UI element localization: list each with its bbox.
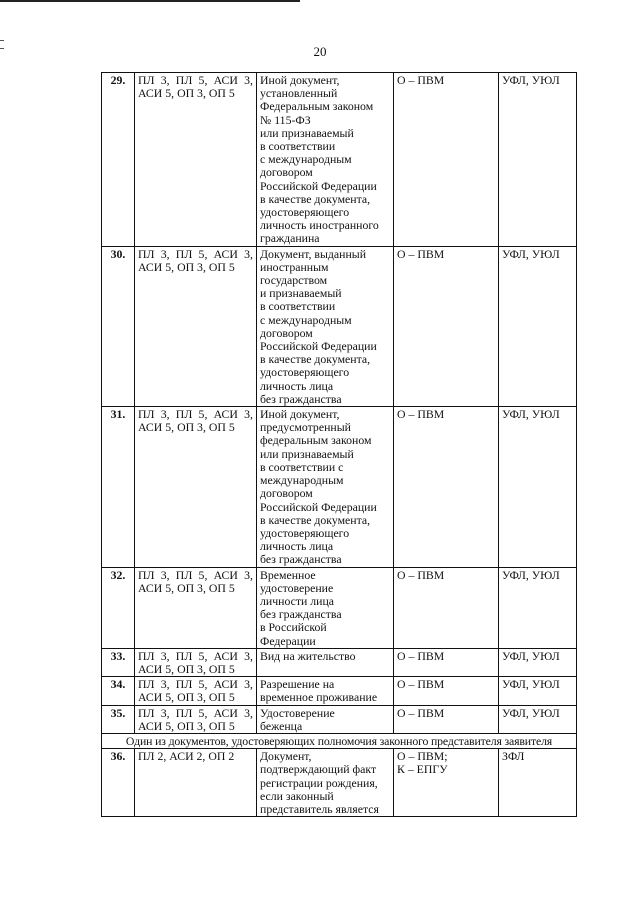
row-document (257, 407, 394, 567)
document-line: международным (260, 473, 344, 488)
row-document (257, 567, 394, 648)
row-source: О – ПВМ (394, 648, 499, 676)
document-line: Российской Федерации (260, 178, 377, 193)
document-line: и признаваемый (260, 286, 342, 301)
document-line: федеральным законом (260, 433, 372, 448)
table-row (102, 407, 577, 567)
page-number: 20 (313, 44, 327, 59)
document-line: удостоверяющего (260, 365, 350, 380)
document-line: № 115-ФЗ (260, 112, 311, 127)
row-number: 35. (102, 705, 135, 733)
document-line: удостоверение (260, 580, 334, 595)
row-applicant: УФЛ, УЮЛ (499, 73, 577, 247)
row-document (257, 677, 394, 705)
document-line: с международным (260, 312, 352, 327)
row-codes: ПЛ 3, ПЛ 5, АСИ 3, АСИ 5, ОП 3, ОП 5 (135, 246, 257, 406)
document-line: подтверждающий факт (260, 762, 377, 777)
row-source (394, 749, 499, 817)
row-codes: ПЛ 3, ПЛ 5, АСИ 3, АСИ 5, ОП 3, ОП 5 (135, 648, 257, 676)
document-line: личность иностранного (260, 218, 379, 233)
document-line: личности лица (260, 593, 335, 608)
margin-mark (0, 40, 4, 41)
document-line: временное проживание (260, 690, 378, 705)
document-line: или признаваемый (260, 125, 354, 140)
document-line: Вид на жительство (260, 648, 356, 663)
row-codes: ПЛ 3, ПЛ 5, АСИ 3, АСИ 5, ОП 3, ОП 5 (135, 407, 257, 567)
section-row (102, 733, 577, 748)
row-document (257, 73, 394, 247)
row-number: 33. (102, 648, 135, 676)
row-applicant: УФЛ, УЮЛ (499, 705, 577, 733)
table-row-36 (102, 749, 577, 817)
document-line: государством (260, 273, 328, 288)
document-line: Документ, (260, 750, 312, 764)
row-number: 31. (102, 407, 135, 567)
row-number: 36. (102, 749, 135, 817)
row-codes: ПЛ 2, АСИ 2, ОП 2 (135, 749, 257, 817)
document-line: договором (260, 165, 313, 180)
document-line: Иной документ, (260, 407, 340, 422)
row-codes: ПЛ 3, ПЛ 5, АСИ 3, АСИ 5, ОП 3, ОП 5 (135, 677, 257, 705)
row-applicant: УФЛ, УЮЛ (499, 648, 577, 676)
document-line: в качестве документа, (260, 191, 371, 206)
row-source: О – ПВМ (394, 407, 499, 567)
document-line: представитель является (260, 801, 379, 816)
row-codes: ПЛ 3, ПЛ 5, АСИ 3, АСИ 5, ОП 3, ОП 5 (135, 73, 257, 247)
row-document (257, 705, 394, 733)
row-number: 29. (102, 73, 135, 247)
row-source: О – ПВМ (394, 705, 499, 733)
table-row (102, 677, 577, 705)
document-line: Временное (260, 567, 316, 582)
document-line: предусмотренный (260, 420, 351, 435)
document-line: договором (260, 486, 313, 501)
document-line: в качестве документа, (260, 352, 371, 367)
row-codes: ПЛ 3, ПЛ 5, АСИ 3, АСИ 5, ОП 3, ОП 5 (135, 705, 257, 733)
document-line: Российской Федерации (260, 339, 377, 354)
document-line: Документ, выданный (260, 246, 367, 261)
document-line: Удостоверение (260, 705, 335, 720)
table-row (102, 705, 577, 733)
document-line: Федеральным законом (260, 99, 374, 114)
row-applicant: УФЛ, УЮЛ (499, 407, 577, 567)
document-line: без гражданства (260, 391, 342, 406)
table-body (102, 73, 577, 734)
document-line: в соответствии (260, 299, 336, 314)
source-line: К – ЕПГУ (397, 762, 448, 777)
row-document (257, 749, 394, 817)
row-source: О – ПВМ (394, 246, 499, 406)
document-line: в соответствии с (260, 459, 344, 474)
table-row (102, 567, 577, 648)
row-source: О – ПВМ (394, 677, 499, 705)
document-line: беженца (260, 718, 303, 733)
row-applicant: ЗФЛ (499, 749, 577, 817)
row-number: 30. (102, 246, 135, 406)
row-number: 32. (102, 567, 135, 648)
document-line: Разрешение на (260, 677, 335, 692)
document-line: регистрации рождения, (260, 775, 378, 790)
document-line: Российской Федерации (260, 499, 377, 514)
section-heading: Один из документов, удостоверяющих полномочия законного представителя заявителя (102, 733, 577, 748)
documents-table (101, 72, 577, 817)
document-line: договором (260, 325, 313, 340)
document-line: личность лица (260, 378, 334, 393)
document-line: иностранным (260, 259, 329, 274)
document-line: или признаваемый (260, 446, 354, 461)
row-applicant: УФЛ, УЮЛ (499, 246, 577, 406)
document-line: без гражданства (260, 607, 342, 622)
row-number: 34. (102, 677, 135, 705)
document-line: с международным (260, 152, 352, 167)
top-rule (0, 0, 300, 2)
row-source: О – ПВМ (394, 567, 499, 648)
document-line: Иной документ, (260, 73, 340, 87)
table-row (102, 246, 577, 406)
document-line: удостоверяющего (260, 205, 350, 220)
row-applicant: УФЛ, УЮЛ (499, 567, 577, 648)
row-document (257, 246, 394, 406)
document-line: удостоверяющего (260, 525, 350, 540)
document-line: Федерации (260, 633, 316, 648)
table-row (102, 73, 577, 247)
document-line: без гражданства (260, 552, 342, 567)
document-line: установленный (260, 86, 338, 101)
document-line: в соответствии (260, 139, 336, 154)
document-line: в Российской (260, 620, 327, 635)
row-document (257, 648, 394, 676)
source-line: О – ПВМ; (397, 749, 448, 764)
document-line: если законный (260, 788, 334, 803)
table-row (102, 648, 577, 676)
document-line: в качестве документа, (260, 512, 371, 527)
row-source: О – ПВМ (394, 73, 499, 247)
row-applicant: УФЛ, УЮЛ (499, 677, 577, 705)
document-line: личность лица (260, 539, 334, 554)
document-line: гражданина (260, 231, 320, 246)
row-codes: ПЛ 3, ПЛ 5, АСИ 3, АСИ 5, ОП 3, ОП 5 (135, 567, 257, 648)
